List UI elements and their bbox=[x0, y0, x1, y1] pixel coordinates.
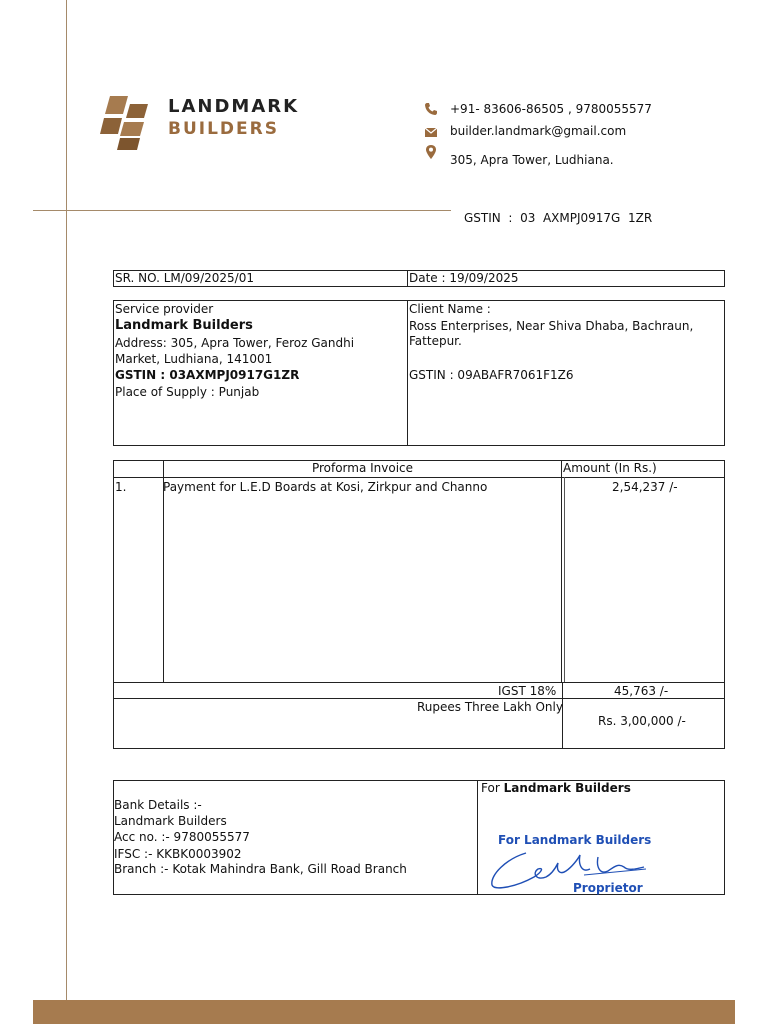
invoice-date: Date : 19/09/2025 bbox=[409, 271, 519, 285]
proprietor-label: Proprietor bbox=[573, 881, 643, 895]
bank-signature-divider bbox=[477, 780, 478, 895]
logo-line-builders: BUILDERS bbox=[168, 119, 279, 139]
footer-bar bbox=[33, 1000, 735, 1024]
client-gstin: GSTIN : 09ABAFR7061F1Z6 bbox=[409, 368, 574, 382]
item-amount: 2,54,237 /- bbox=[612, 480, 678, 494]
place-of-supply: Place of Supply : Punjab bbox=[115, 385, 260, 399]
item-number: 1. bbox=[115, 480, 127, 494]
mail-icon bbox=[424, 125, 438, 139]
address-text: 305, Apra Tower, Ludhiana. bbox=[450, 153, 614, 167]
company-logo-text bbox=[168, 95, 299, 141]
total-in-words: Rupees Three Lakh Only bbox=[417, 700, 563, 714]
stamp-company: For Landmark Builders bbox=[498, 833, 652, 847]
client-address-line2: Fattepur. bbox=[409, 334, 462, 348]
parties-divider bbox=[407, 300, 408, 446]
bank-account-name: Landmark Builders bbox=[114, 814, 227, 828]
client-address-line1: Ross Enterprises, Near Shiva Dhaba, Bachraun, bbox=[409, 319, 694, 333]
provider-label: Service provider bbox=[115, 302, 214, 316]
logo-line-landmark: LANDMARK bbox=[168, 96, 300, 117]
table-header-amount: Amount (In Rs.) bbox=[563, 461, 657, 475]
table-header-rule bbox=[113, 477, 725, 478]
phone-text: +91- 83606-86505 , 9780055577 bbox=[450, 102, 652, 116]
table-header-title: Proforma Invoice bbox=[311, 461, 414, 475]
item-description: Payment for L.E.D Boards at Kosi, Zirkpur and Channo bbox=[163, 480, 488, 494]
col-sep-desc-double bbox=[564, 477, 565, 682]
provider-name: Landmark Builders bbox=[115, 318, 253, 333]
serial-number: SR. NO. LM/09/2025/01 bbox=[115, 271, 254, 285]
location-pin-icon bbox=[424, 144, 438, 160]
provider-address-line1: Address: 305, Apra Tower, Feroz Gandhi bbox=[115, 336, 355, 350]
total-amount: Rs. 3,00,000 /- bbox=[598, 714, 686, 728]
bank-branch: Branch :- Kotak Mahindra Bank, Gill Road Branch bbox=[114, 862, 407, 876]
bank-ifsc: IFSC :- KKBK0003902 bbox=[114, 847, 242, 861]
tax-label: IGST 18% bbox=[498, 684, 557, 698]
for-company-name: Landmark Builders bbox=[503, 781, 631, 795]
bank-title: Bank Details :- bbox=[114, 798, 202, 812]
bank-account-number: Acc no. :- 9780055577 bbox=[114, 830, 250, 844]
client-label: Client Name : bbox=[409, 302, 491, 316]
col-sep-desc bbox=[561, 460, 562, 682]
header-divider-line bbox=[33, 210, 451, 211]
phone-icon bbox=[424, 102, 438, 116]
provider-gstin: GSTIN : 03AXMPJ0917G1ZR bbox=[115, 368, 300, 382]
for-prefix: For bbox=[481, 781, 504, 795]
left-border-line bbox=[66, 0, 67, 1000]
provider-address-line2: Market, Ludhiana, 141001 bbox=[115, 352, 273, 366]
tax-amount: 45,763 /- bbox=[614, 684, 669, 698]
logo-icon bbox=[100, 96, 152, 150]
company-gstin: GSTIN : 03 AXMPJ0917G 1ZR bbox=[464, 211, 653, 225]
email-text: builder.landmark@gmail.com bbox=[450, 124, 627, 138]
serial-date-divider bbox=[407, 270, 408, 287]
col-sep-totals bbox=[562, 682, 563, 749]
for-company-label bbox=[481, 780, 631, 796]
